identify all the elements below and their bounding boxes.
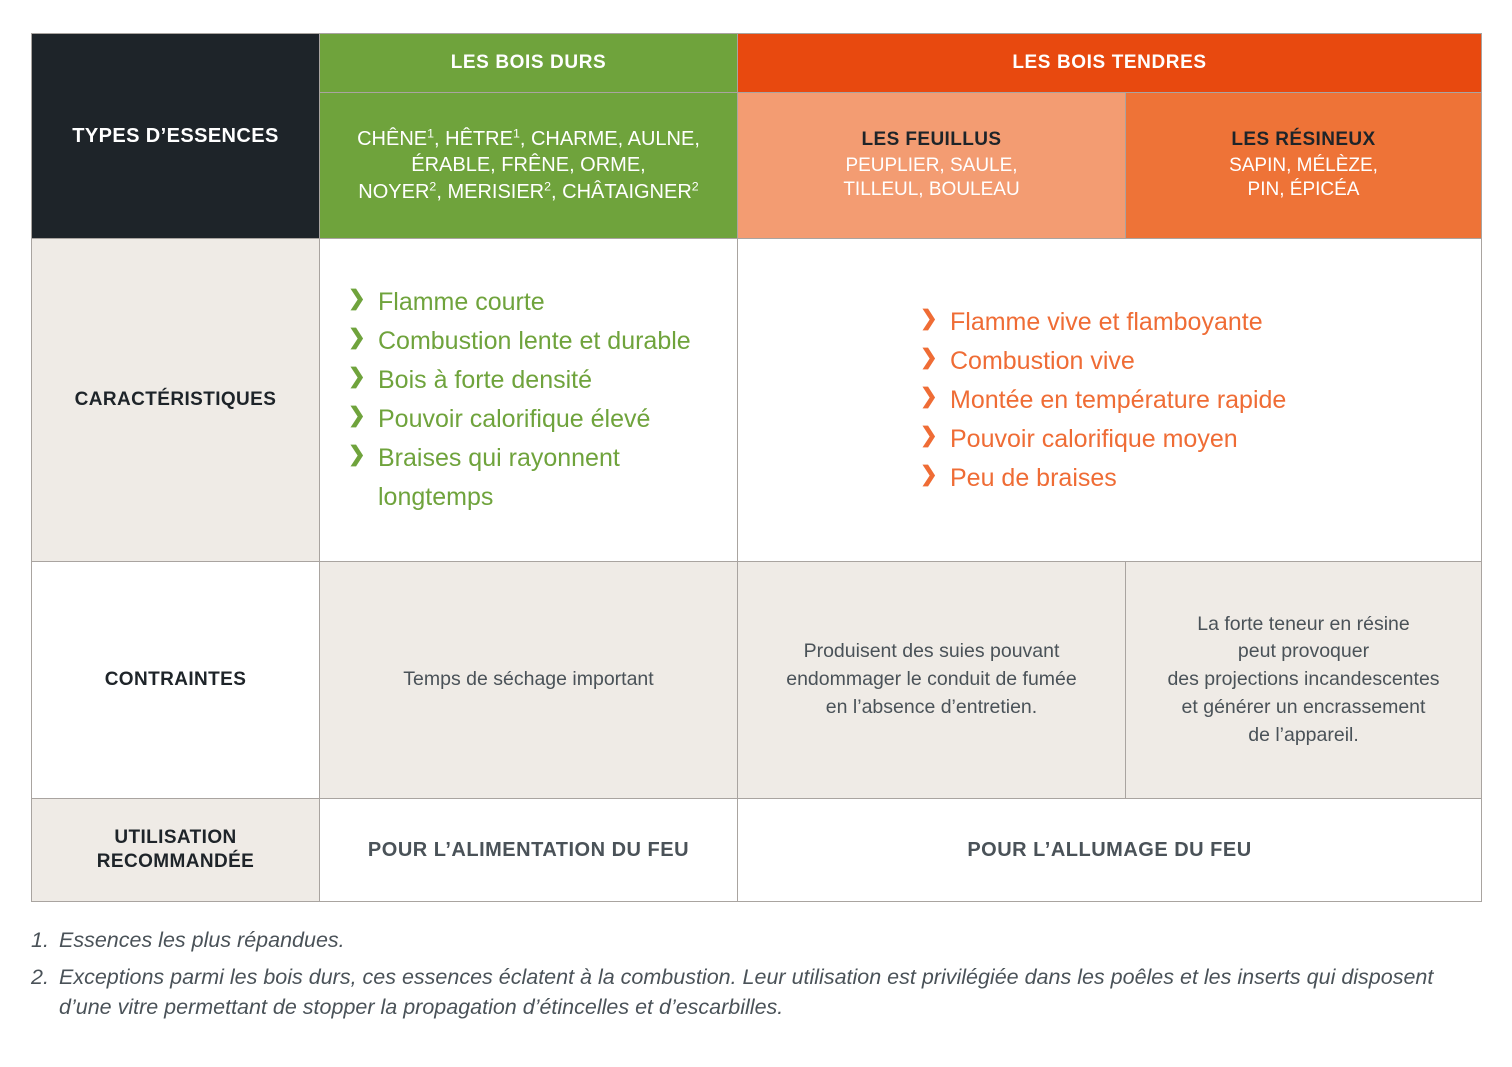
chevron-right-icon: ❯ xyxy=(348,287,366,310)
contraintes-resineux-line2: peut provoquer xyxy=(1237,640,1370,663)
bullet-text-wrap: longtemps xyxy=(378,483,494,511)
footnote-item xyxy=(31,925,1471,956)
list-item xyxy=(348,361,737,400)
feuillus-line1: PEUPLIER, SAULE, xyxy=(845,154,1018,176)
bullet-text: Peu de braises xyxy=(950,463,1117,492)
contraintes-feuillus-line2: endommager le conduit de fumée xyxy=(786,668,1077,691)
list-item xyxy=(348,400,737,439)
chevron-right-icon: ❯ xyxy=(348,443,366,466)
list-item xyxy=(920,420,1481,459)
list-item xyxy=(920,459,1481,498)
footnote-marker-1a: 1 xyxy=(427,125,435,140)
footnotes-block xyxy=(31,925,1471,1029)
cell-caracteristiques-durs xyxy=(320,239,738,562)
footnote-text xyxy=(59,925,1471,956)
contraintes-resineux-line1: La forte teneur en résine xyxy=(1197,612,1410,635)
footnote-marker-2b: 2 xyxy=(544,179,552,194)
row-caracteristiques xyxy=(32,239,1482,562)
bullets-container-orange xyxy=(920,303,1481,498)
bullet-text: Pouvoir calorifique moyen xyxy=(950,424,1238,453)
feuillus-line2: TILLEUL, BOULEAU xyxy=(843,179,1020,201)
chevron-right-icon: ❯ xyxy=(348,404,366,427)
chevron-right-icon: ❯ xyxy=(348,326,366,349)
types-essences-header: TYPES D’ESSENCES xyxy=(32,34,320,239)
chevron-right-icon: ❯ xyxy=(920,306,938,330)
list-item xyxy=(348,283,737,322)
bullet-text: Flamme courte xyxy=(378,288,545,316)
list-item xyxy=(348,322,737,361)
bullet-text: Bois à forte densité xyxy=(378,366,593,394)
bullet-text: Combustion vive xyxy=(950,346,1135,375)
cell-contraintes-durs: Temps de séchage important xyxy=(320,562,738,799)
contraintes-feuillus-line1: Produisent des suies pouvant xyxy=(803,640,1060,663)
list-item xyxy=(920,303,1481,342)
footnote-number: 1. xyxy=(31,928,49,952)
contraintes-feuillus-line3: en l’absence d’entretien. xyxy=(825,695,1038,718)
group-header-bois-tendres: LES BOIS TENDRES xyxy=(738,34,1482,93)
list-item xyxy=(920,342,1481,381)
table-header-group-row xyxy=(32,34,1482,93)
contraintes-resineux-line4: et générer un encrassement xyxy=(1181,695,1426,718)
cell-utilisation-durs: POUR L’ALIMENTATION DU FEU xyxy=(320,799,738,902)
resineux-title: LES RÉSINEUX xyxy=(1231,128,1376,150)
footnote-number: 2. xyxy=(31,964,49,989)
contraintes-resineux-line5: de l’appareil. xyxy=(1248,723,1359,746)
footnote-marker-2c: 2 xyxy=(691,179,699,194)
species-durs-line3: NOYER$^2$, MERISIER$^2$, CHÂTAIGNER$^2$ xyxy=(358,179,699,203)
wood-types-table xyxy=(31,33,1482,902)
utilisation-label-line1: UTILISATION xyxy=(114,827,237,849)
bullet-text: Montée en température rapide xyxy=(950,385,1287,414)
row-label-contraintes: CONTRAINTES xyxy=(32,562,320,799)
chevron-right-icon: ❯ xyxy=(920,345,938,369)
species-bois-durs xyxy=(320,93,738,239)
feuillus-title: LES FEUILLUS xyxy=(861,128,1002,150)
bullet-text: Flamme vive et flamboyante xyxy=(950,307,1263,336)
bullets-container-green xyxy=(348,283,737,517)
list-item xyxy=(348,439,737,517)
cell-utilisation-tendres: POUR L’ALLUMAGE DU FEU xyxy=(738,799,1482,902)
row-label-caracteristiques: CARACTÉRISTIQUES xyxy=(32,239,320,562)
bullet-list-bois-durs xyxy=(348,283,737,517)
footnote-line: et les inserts qui disposent d’une vitre permettant de stopper la propagation d’étincelles et d’escarbilles. xyxy=(59,964,1434,1020)
footnote-text xyxy=(59,962,1471,1023)
bullet-list-bois-tendres xyxy=(920,303,1481,498)
species-feuillus xyxy=(738,93,1126,239)
row-utilisation xyxy=(32,799,1482,902)
footnote-line: Exceptions parmi les bois durs, ces essences éclatent à la combustion. Leur utilisation est privilégiée dans les poêles xyxy=(59,964,1175,989)
utilisation-label-line2: RECOMMANDÉE xyxy=(96,851,255,872)
bullet-text: Pouvoir calorifique élevé xyxy=(378,405,651,433)
footnote-line: Essences les plus répandues. xyxy=(59,928,345,952)
footnote-marker-2a: 2 xyxy=(429,179,437,194)
row-contraintes xyxy=(32,562,1482,799)
species-durs-line1: CHÊNE$^1$, HÊTRE$^1$, CHARME, AULNE, xyxy=(357,125,700,150)
cell-caracteristiques-tendres xyxy=(738,239,1482,562)
chevron-right-icon: ❯ xyxy=(920,384,938,408)
list-item xyxy=(920,381,1481,420)
species-durs-line2: ÉRABLE, FRÊNE, ORME, xyxy=(411,154,646,177)
bullet-text: Braises qui rayonnent xyxy=(378,444,620,472)
chevron-right-icon: ❯ xyxy=(920,462,938,486)
chevron-right-icon: ❯ xyxy=(348,365,366,388)
cell-contraintes-resineux xyxy=(1126,562,1482,799)
resineux-line2: PIN, ÉPICÉA xyxy=(1247,179,1360,201)
chevron-right-icon: ❯ xyxy=(920,423,938,447)
bullet-text: Combustion lente et durable xyxy=(378,327,691,355)
row-label-utilisation xyxy=(32,799,320,902)
group-header-bois-durs: LES BOIS DURS xyxy=(320,34,738,93)
footnote-marker-1b: 1 xyxy=(512,125,520,140)
resineux-line1: SAPIN, MÉLÈZE, xyxy=(1229,154,1378,176)
footnote-item xyxy=(31,962,1471,1023)
species-resineux xyxy=(1126,93,1482,239)
cell-contraintes-feuillus xyxy=(738,562,1126,799)
contraintes-resineux-line3: des projections incandescentes xyxy=(1167,668,1440,691)
